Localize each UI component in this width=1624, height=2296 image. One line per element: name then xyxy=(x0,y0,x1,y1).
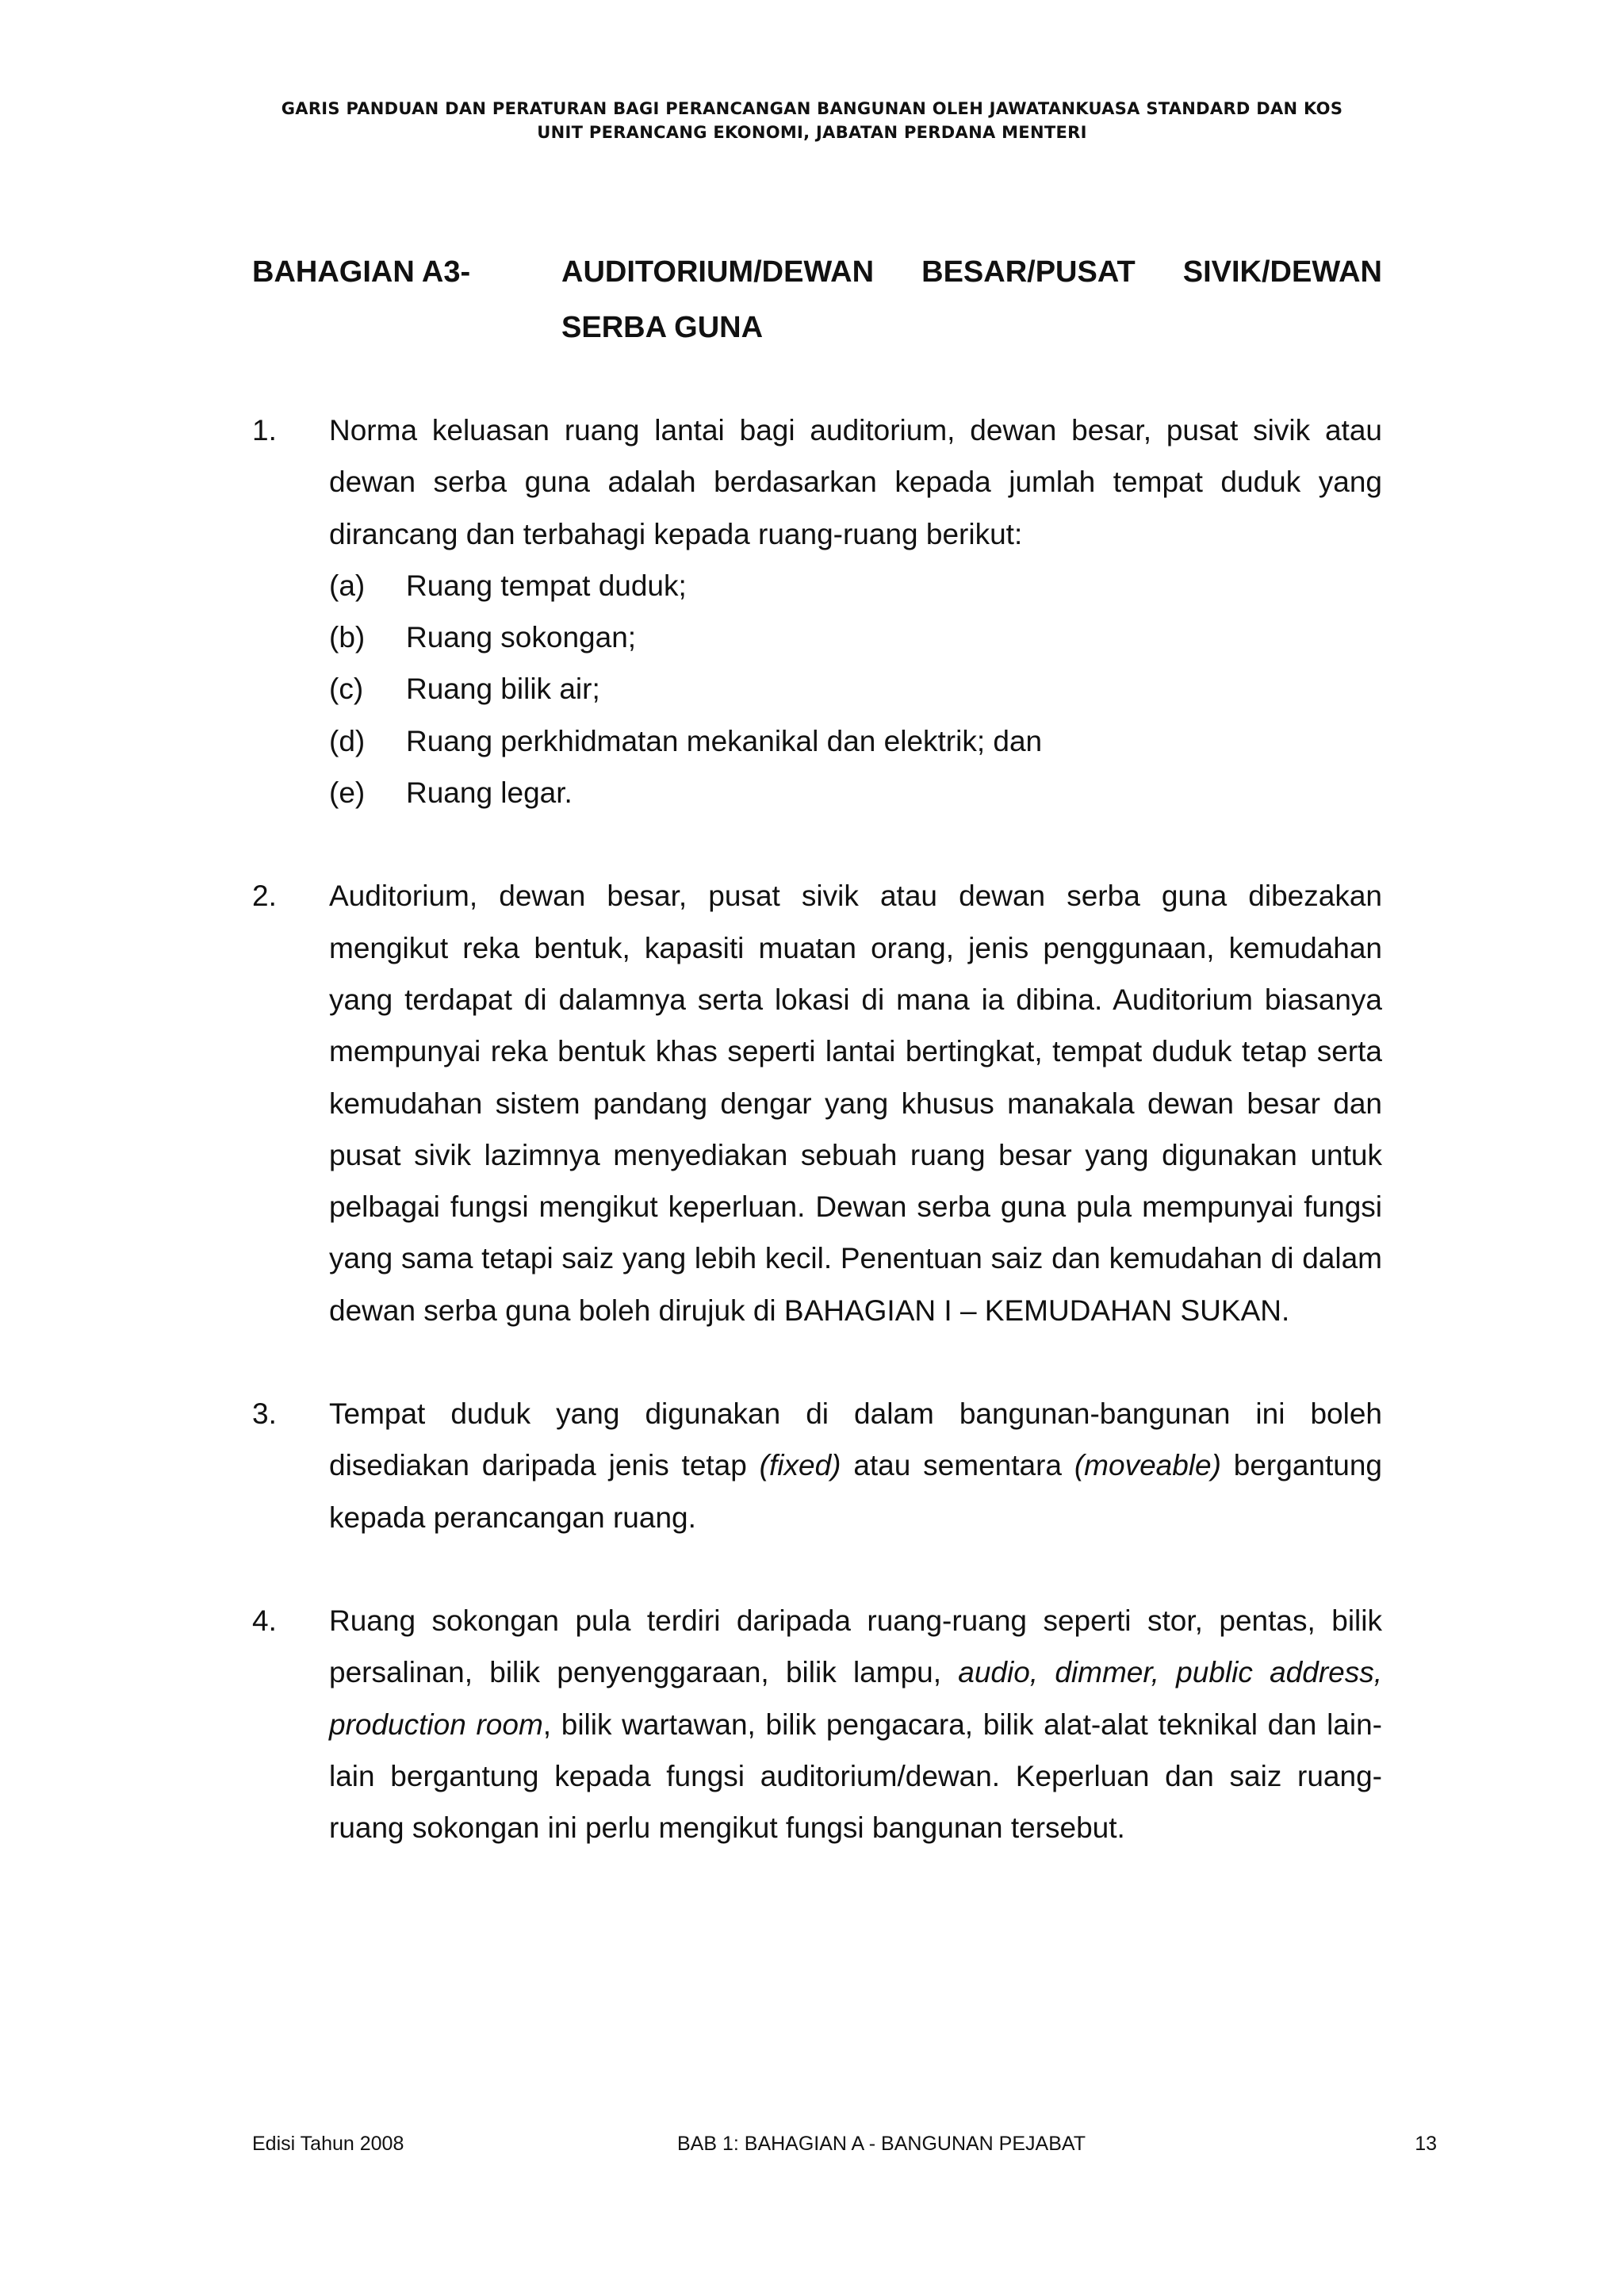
paragraph-2 xyxy=(252,870,1382,1336)
header-line-1: GARIS PANDUAN DAN PERATURAN BAGI PERANCANGAN BANGUNAN OLEH JAWATANKUASA STANDARD DAN KOS xyxy=(281,99,1343,118)
header-line-2: UNIT PERANCANG EKONOMI, JABATAN PERDANA MENTERI xyxy=(537,123,1087,142)
list-item xyxy=(329,767,1382,818)
list-item xyxy=(329,715,1382,767)
list-item-text: Ruang perkhidmatan mekanikal dan elektrik; dan xyxy=(406,724,1043,757)
list-item-text: Ruang tempat duduk; xyxy=(406,569,687,602)
section-title: AUDITORIUM/DEWAN BESAR/PUSAT SIVIK/DEWAN SERBA GUNA xyxy=(561,255,1382,344)
list-item xyxy=(329,560,1382,611)
italic-term: (fixed) xyxy=(759,1449,841,1482)
section-code: BAHAGIAN A3- xyxy=(252,255,471,289)
footer-chapter: BAB 1: BAHAGIAN A - BANGUNAN PEJABAT xyxy=(677,2133,1086,2155)
paragraph-text xyxy=(329,1595,1382,1853)
paragraph-text: Auditorium, dewan besar, pusat sivik atau dewan serba guna dibezakan mengikut reka bentuk, kapasiti muatan orang, jenis penggunaan, kemudahan yang terdapat di dalamnya serta lokasi di mana ia dibina. Auditorium biasanya mempunyai reka bentuk khas seperti lantai bertingkat, tempat duduk tetap serta kemudahan sistem pandang dengar yang khusus manakala dewan besar dan pusat sivik lazimnya menyediakan sebuah ruang besar yang digunakan untuk pelbagai fungsi mengikut keperluan. Dewan serba guna pula mempunyai fungsi yang sama tetapi saiz yang lebih kecil. Penentuan saiz dan kemudahan di dalam dewan serba guna boleh dirujuk di BAHAGIAN I – KEMUDAHAN SUKAN. xyxy=(329,880,1382,1327)
text-segment: , bilik wartawan, bilik pengacara, bilik alat-alat teknikal dan lain-lain bergantung kepada fungsi auditorium/dewan. Keperluan dan saiz ruang-ruang sokongan ini perlu mengikut fungsi bangunan tersebut. xyxy=(329,1708,1382,1845)
paragraph-4 xyxy=(252,1595,1382,1853)
text-segment: atau sementara xyxy=(841,1449,1074,1482)
paragraph-text: Norma keluasan ruang lantai bagi auditorium, dewan besar, pusat sivik atau dewan serba guna adalah berdasarkan kepada jumlah tempat duduk yang dirancang dan terbahagi kepada ruang-ruang berikut: xyxy=(329,414,1382,550)
list-item xyxy=(329,663,1382,715)
space-type-list xyxy=(329,560,1382,818)
page-header xyxy=(0,97,1624,144)
list-item-text: Ruang bilik air; xyxy=(406,673,600,706)
text-segment: Ruang sokongan pula terdiri daripada ruang-ruang seperti stor, pentas, bilik persalinan, bilik penyenggaraan, bilik lampu, xyxy=(329,1604,1382,1689)
list-item-text: Ruang legar. xyxy=(406,776,573,810)
paragraph-number: 3. xyxy=(252,1397,277,1431)
paragraph-3 xyxy=(252,1388,1382,1543)
list-marker: (d) xyxy=(329,724,366,757)
italic-term: audio, dimmer, public address, production room xyxy=(329,1656,1382,1741)
paragraph-text xyxy=(329,1388,1382,1543)
footer-page-number: 13 xyxy=(1415,2133,1437,2155)
list-item xyxy=(329,611,1382,663)
paragraph-number: 4. xyxy=(252,1604,277,1637)
list-marker: (e) xyxy=(329,776,366,810)
paragraph-number: 2. xyxy=(252,880,277,913)
footer-edition: Edisi Tahun 2008 xyxy=(252,2133,404,2155)
italic-term: (moveable) xyxy=(1074,1449,1221,1482)
text-segment: Tempat duduk yang digunakan di dalam bangunan-bangunan ini boleh disediakan daripada jenis tetap xyxy=(329,1397,1382,1482)
list-item-text: Ruang sokongan; xyxy=(406,621,637,654)
list-marker: (a) xyxy=(329,569,366,602)
paragraph-number: 1. xyxy=(252,414,277,447)
text-segment: bergantung kepada perancangan ruang. xyxy=(329,1449,1382,1534)
page-footer xyxy=(252,2128,1437,2160)
list-marker: (c) xyxy=(329,673,364,706)
list-marker: (b) xyxy=(329,621,366,654)
document-body xyxy=(252,404,1382,1853)
paragraph-1 xyxy=(252,404,1382,818)
